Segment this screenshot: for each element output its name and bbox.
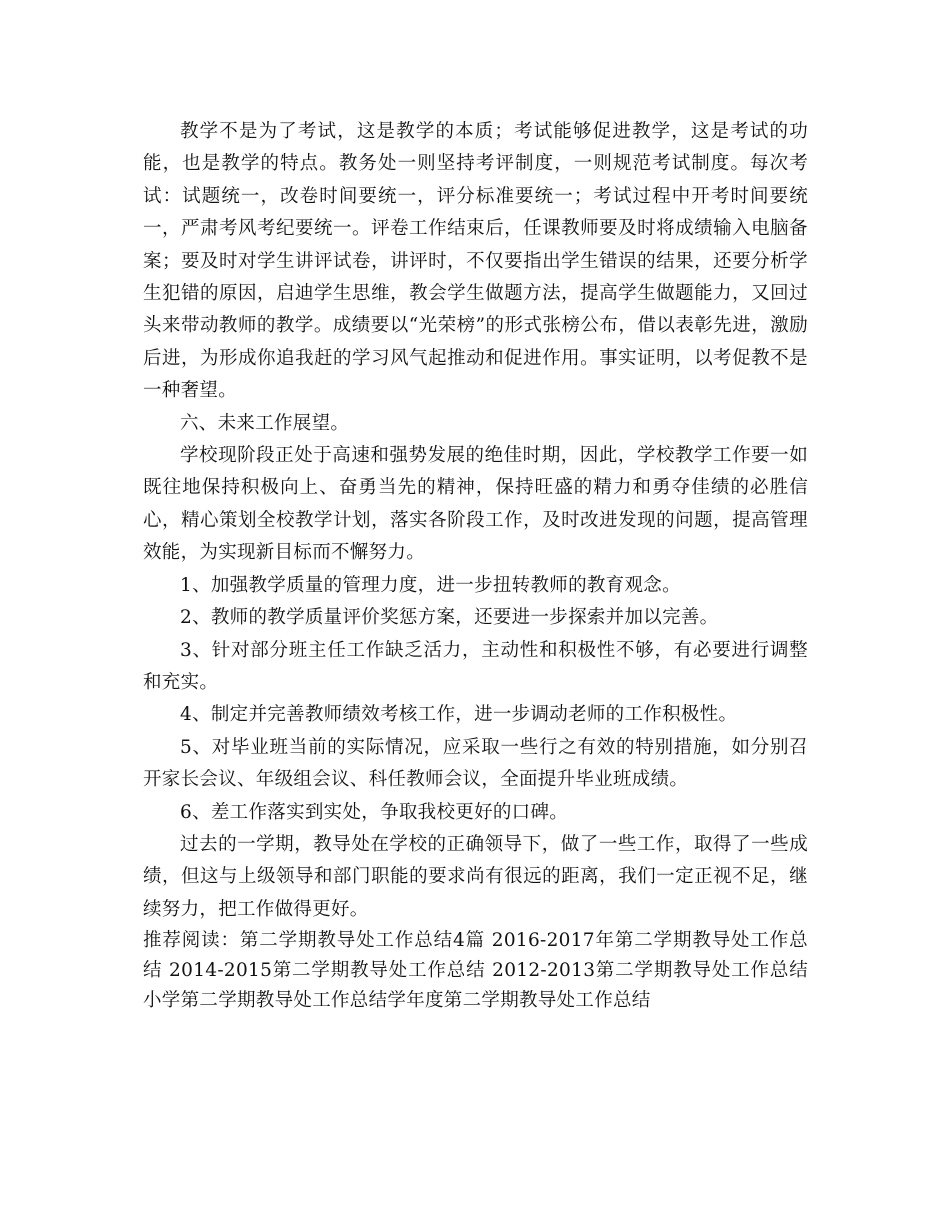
paragraph-school-development: 学校现阶段正处于高速和强势发展的绝佳时期，因此，学校教学工作要一如既往地保持积极向上、奋勇当先的精神，保持旺盛的精力和勇夺佳绩的必胜信心，精心策划全校教学计划，落实各阶段工作，及时改进发现的问题，提高管理效能，为实现新目标而不懈努力。 bbox=[143, 445, 808, 564]
list-item-5: 5、对毕业班当前的实际情况，应采取一些行之有效的特别措施，如分别召开家长会议、年级组会议、科任教师会议，全面提升毕业班成绩。 bbox=[143, 736, 808, 791]
list-item-2: 2、教师的教学质量评价奖惩方案，还要进一步探索并加以完善。 bbox=[180, 607, 719, 629]
list-item-4: 4、制定并完善教师绩效考核工作，进一步调动老师的工作积极性。 bbox=[180, 704, 738, 726]
recommended-reading: 推荐阅读：第二学期教导处工作总结4篇 2016-2017年第二学期教导处工作总结 2014-2015第二学期教导处工作总结 2012-2013第二学期教导处工作总结小学第二学期教导处工作总结学年度第二学期教导处工作总结 bbox=[143, 930, 808, 1012]
paragraph-conclusion: 过去的一学期，教导处在学校的正确领导下，做了一些工作，取得了一些成绩，但这与上级领导和部门职能的要求尚有很远的距离，我们一定正视不足，继续努力，把工作做得更好。 bbox=[143, 833, 808, 920]
list-item-6: 6、差工作落实到实处，争取我校更好的口碑。 bbox=[180, 801, 569, 823]
list-item-1: 1、加强教学质量的管理力度，进一步扭转教师的教育观念。 bbox=[180, 574, 681, 596]
paragraph-exam-policy: 教学不是为了考试，这是教学的本质；考试能够促进教学，这是考试的功能，也是教学的特点。教务处一则坚持考评制度，一则规范考试制度。每次考试：试题统一，改卷时间要统一，评分标准要统一；考试过程中开考时间要统一，严肃考风考纪要统一。评卷工作结束后，任课教师要及时将成绩输入电脑备案；要及时对学生讲评试卷，讲评时，不仅要指出学生错误的结果，还要分析学生犯错的原因，启迪学生思维，教会学生做题方法，提高学生做题能力，又回过头来带动教师的教学。成绩要以“光荣榜”的形式张榜公布，借以表彰先进，激励后进，为形成你追我赶的学习风气起推动和促进作用。事实证明，以考促教不是一种奢望。 bbox=[143, 121, 808, 402]
section-heading-future-outlook: 六、未来工作展望。 bbox=[180, 412, 350, 434]
document-body bbox=[143, 116, 808, 1016]
list-item-3: 3、针对部分班主任工作缺乏活力，主动性和积极性不够，有必要进行调整和充实。 bbox=[143, 639, 808, 693]
